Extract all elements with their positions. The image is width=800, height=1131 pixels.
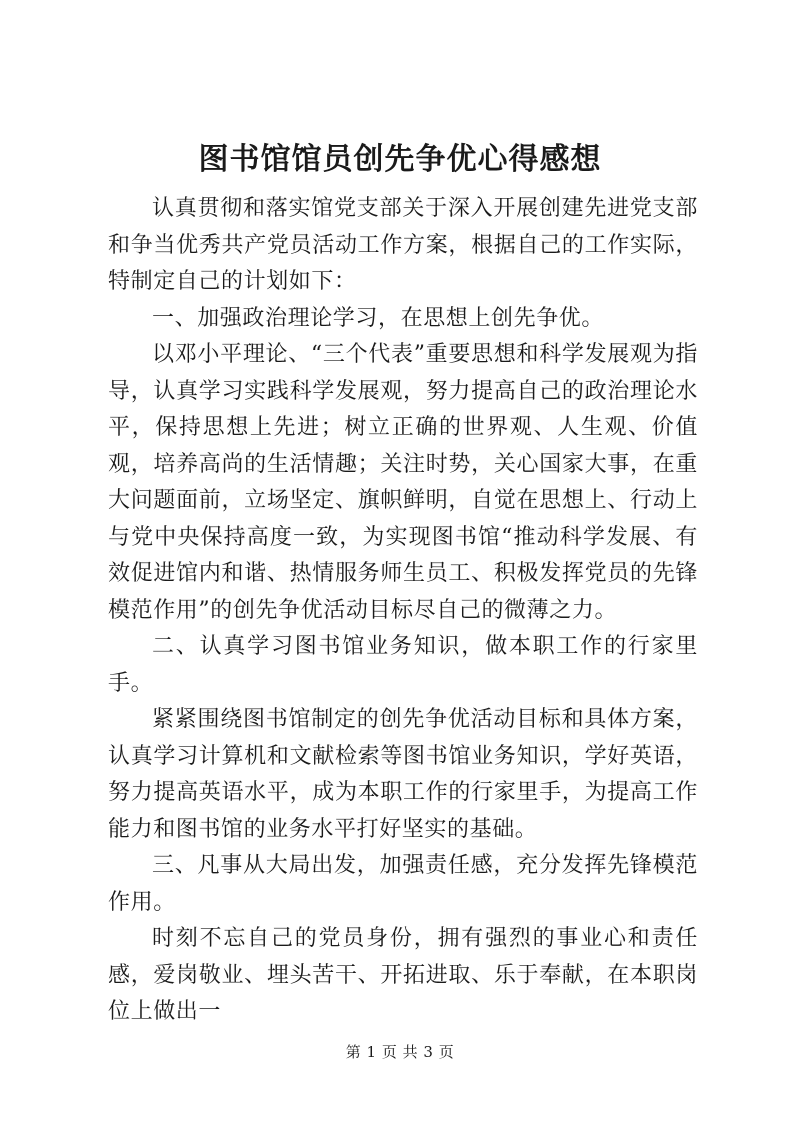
document-title: 图书馆馆员创先争优心得感想 xyxy=(198,142,602,177)
intro-paragraph: 认真贯彻和落实馆党支部关于深入开展创建先进党支部和争当优秀共产党员活动工作方案，根据自己的工作实际，特制定自己的计划如下： xyxy=(108,196,698,294)
section-heading-1: 一、加强政治理论学习，在思想上创先争优。 xyxy=(152,305,605,331)
page-number-footer: 第 1 页 共 3 页 xyxy=(345,1043,455,1061)
section-paragraph-1: 以邓小平理论、“三个代表”重要思想和科学发展观为指导，认真学习实践科学发展观，努力提高自己的政治理论水平，保持思想上先进；树立正确的世界观、人生观、价值观，培养高尚的生活情趣；关注时势，关心国家大事，在重大问题面前，立场坚定、旗帜鲜明，自觉在思想上、行动上与党中央保持高度一致，为实现图书馆“推动科学发展、有效促进馆内和谐、热情服务师生员工、积极发挥党员的先锋模范作用”的创先争优活动目标尽自己的微薄之力。 xyxy=(108,342,698,623)
section-paragraph-2: 紧紧围绕图书馆制定的创先争优活动目标和具体方案，认真学习计算机和文献检索等图书馆业务知识，学好英语，努力提高英语水平，成为本职工作的行家里手，为提高工作能力和图书馆的业务水平打好坚实的基础。 xyxy=(108,707,698,842)
section-heading-3: 三、凡事从大局出发，加强责任感，充分发挥先锋模范作用。 xyxy=(108,853,698,915)
document-body xyxy=(108,191,698,1031)
section-heading-2: 二、认真学习图书馆业务知识，做本职工作的行家里手。 xyxy=(108,634,698,696)
section-paragraph-3: 时刻不忘自己的党员身份，拥有强烈的事业心和责任感，爱岗敬业、埋头苦干、开拓进取、乐于奉献，在本职岗位上做出一 xyxy=(108,926,698,1024)
